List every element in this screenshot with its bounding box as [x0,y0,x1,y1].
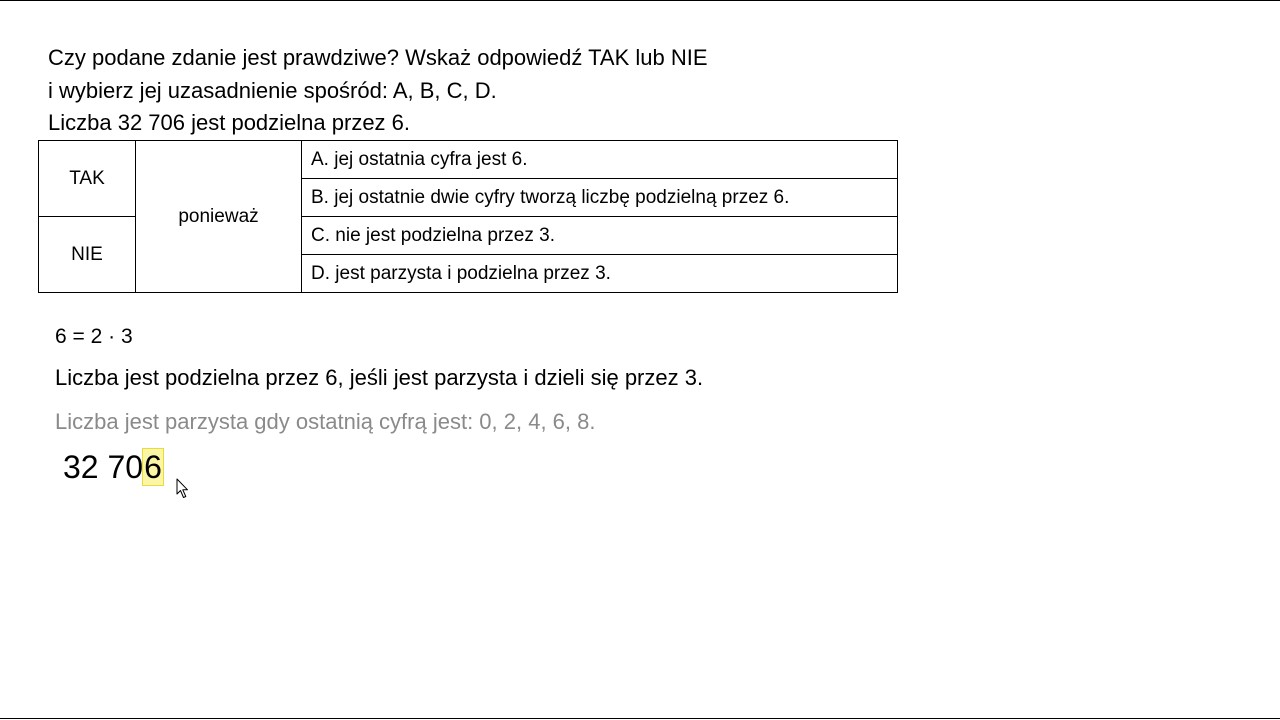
question-line-2: i wybierz jej uzasadnienie spośród: A, B, C, D. [48,77,497,103]
top-border-line [0,0,1280,1]
even-number-rule-text: Liczba jest parzysta gdy ostatnią cyfrą jest: 0, 2, 4, 6, 8. [55,409,596,434]
bottom-border-line [0,718,1280,719]
option-a-cell[interactable]: A. jej ostatnia cyfra jest 6. [302,141,898,179]
option-c-cell[interactable]: C. nie jest podzielna przez 3. [302,217,898,255]
question-line-1: Czy podane zdanie jest prawdziwe? Wskaż odpowiedź TAK lub NIE [48,45,708,70]
number-prefix: 32 70 [63,449,144,485]
answer-table [38,140,898,293]
option-d-cell[interactable]: D. jest parzysta i podzielna przez 3. [302,255,898,293]
question-text [48,42,708,140]
because-cell: ponieważ [136,141,302,293]
mouse-cursor-icon [176,478,190,500]
question-line-3: Liczba 32 706 jest podzielna przez 6. [48,110,411,135]
highlighted-last-digit: 6 [144,449,162,485]
answer-yes-cell[interactable]: TAK [39,141,136,217]
option-b-cell[interactable]: B. jej ostatnie dwie cyfry tworzą liczbę podzielną przez 6. [302,179,898,217]
answer-no-cell[interactable]: NIE [39,217,136,293]
equation-text: 6 = 2 · 3 [55,325,133,348]
number-display [63,448,163,486]
divisibility-rule-text: Liczba jest podzielna przez 6, jeśli jest parzysta i dzieli się przez 3. [55,365,704,390]
